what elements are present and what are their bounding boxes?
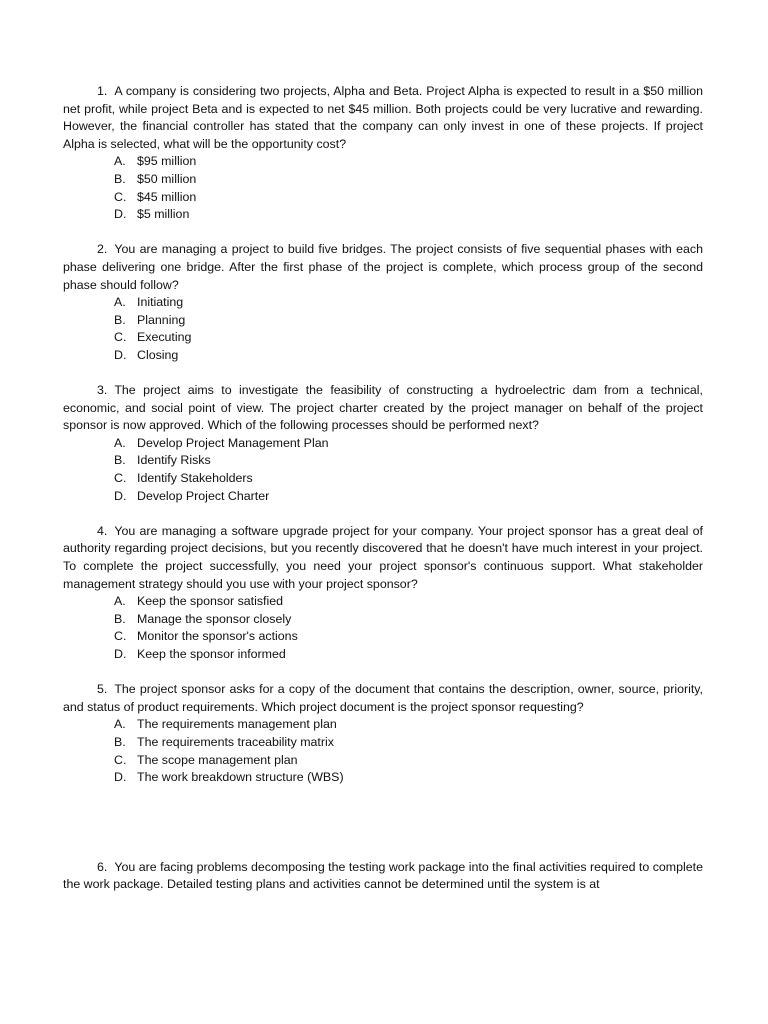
option-letter: C. (114, 629, 127, 644)
question-number: 5. (97, 682, 108, 697)
question-text (63, 523, 703, 593)
option-letter: A. (114, 295, 126, 310)
question-text (63, 382, 703, 435)
option-letter: B. (114, 171, 126, 186)
option-d (114, 347, 703, 365)
spacer (63, 505, 703, 523)
question-text (63, 241, 703, 294)
option-b (114, 734, 703, 752)
question-number: 1. (97, 84, 108, 98)
option-letter: D. (114, 207, 127, 222)
option-letter: C. (114, 189, 127, 204)
option-a (114, 294, 703, 312)
option-text: The requirements management plan (137, 717, 337, 732)
option-c (114, 470, 703, 488)
question-number: 4. (97, 523, 108, 538)
option-text: Identify Risks (137, 453, 211, 468)
option-c (114, 628, 703, 646)
option-c (114, 329, 703, 347)
option-letter: C. (114, 752, 127, 767)
option-b (114, 171, 703, 189)
option-c (114, 752, 703, 770)
question-number: 3. (97, 383, 108, 398)
option-letter: A. (114, 717, 126, 732)
option-list (63, 593, 703, 663)
option-list (63, 716, 703, 786)
option-text: Planning (137, 312, 186, 327)
question-body: You are managing a software upgrade project for your company. Your project sponsor has a great deal of authority regarding project decisions, but you recently discovered that he doesn't have much interest in your project. To complete the project successfully, you need your project sponsor's continuous support. What stakeholder management strategy should you use with your project sponsor? (63, 523, 703, 591)
option-a (114, 593, 703, 611)
option-d (114, 206, 703, 224)
question-number: 6. (97, 859, 108, 874)
option-letter: B. (114, 611, 126, 626)
question-number: 2. (97, 242, 108, 257)
option-letter: D. (114, 347, 127, 362)
option-a (114, 153, 703, 171)
spacer (63, 224, 703, 242)
option-text: Develop Project Management Plan (137, 435, 329, 450)
question-body: The project sponsor asks for a copy of the document that contains the description, owner, source, priority, and status of product requirements. Which project document is the project sponsor requesting? (63, 682, 703, 714)
option-text: Keep the sponsor informed (137, 647, 286, 661)
option-b (114, 611, 703, 629)
question-body: A company is considering two projects, Alpha and Beta. Project Alpha is expected to result in a $50 million net profit, while project Beta and is expected to net $45 million. Both projects could be very lucrative and rewarding. However, the financial controller has stated that the company can only invest in one of these projects. If project Alpha is selected, what will be the opportunity cost? (63, 84, 703, 151)
option-list (63, 294, 703, 364)
option-letter: B. (114, 734, 126, 749)
option-d (114, 769, 703, 787)
question-body: You are facing problems decomposing the testing work package into the final activities required to complete the work package. Detailed testing plans and activities cannot be determined until the system is at (63, 859, 703, 892)
document-page (63, 83, 703, 894)
option-text: Initiating (137, 295, 184, 310)
option-letter: A. (114, 154, 126, 169)
option-letter: D. (114, 488, 127, 503)
option-text: The work breakdown structure (WBS) (137, 770, 344, 785)
option-text: $5 million (137, 207, 190, 222)
option-letter: A. (114, 435, 126, 450)
question-2 (63, 241, 703, 364)
option-text: The scope management plan (137, 752, 298, 767)
option-list (63, 153, 703, 223)
option-text: Manage the sponsor closely (137, 611, 292, 626)
spacer (63, 787, 703, 859)
question-text (63, 859, 703, 894)
question-6 (63, 859, 703, 894)
option-letter: B. (114, 453, 126, 468)
option-letter: C. (114, 330, 127, 345)
option-text: Develop Project Charter (137, 488, 270, 503)
option-a (114, 716, 703, 734)
option-b (114, 312, 703, 330)
option-list (63, 435, 703, 505)
option-text: Identify Stakeholders (137, 471, 253, 486)
option-a (114, 435, 703, 453)
question-text (63, 83, 703, 153)
question-text (63, 681, 703, 716)
question-5 (63, 681, 703, 787)
option-text: $45 million (137, 189, 197, 204)
option-letter: B. (114, 312, 126, 327)
question-body: The project aims to investigate the feasibility of constructing a hydroelectric dam from a technical, economic, and social point of view. The project charter created by the project manager on behalf of the project sponsor is now approved. Which of the following processes should be performed next? (63, 383, 703, 433)
option-text: Monitor the sponsor's actions (137, 629, 298, 644)
option-text: Executing (137, 330, 192, 345)
question-3 (63, 382, 703, 505)
option-text: $95 million (137, 154, 197, 169)
option-d (114, 488, 703, 506)
option-text: Closing (137, 347, 179, 362)
question-1 (63, 83, 703, 224)
question-body: You are managing a project to build five bridges. The project consists of five sequential phases with each phase delivering one bridge. After the first phase of the project is complete, which process group of the second phase should follow? (63, 242, 703, 292)
option-letter: A. (114, 594, 126, 609)
option-letter: D. (114, 647, 127, 661)
spacer (63, 365, 703, 383)
option-c (114, 189, 703, 207)
option-d (114, 646, 703, 664)
question-4 (63, 523, 703, 664)
option-letter: D. (114, 770, 127, 785)
option-text: Keep the sponsor satisfied (137, 594, 284, 609)
option-text: The requirements traceability matrix (137, 734, 334, 749)
option-letter: C. (114, 471, 127, 486)
option-b (114, 452, 703, 470)
spacer (63, 664, 703, 682)
option-text: $50 million (137, 171, 197, 186)
